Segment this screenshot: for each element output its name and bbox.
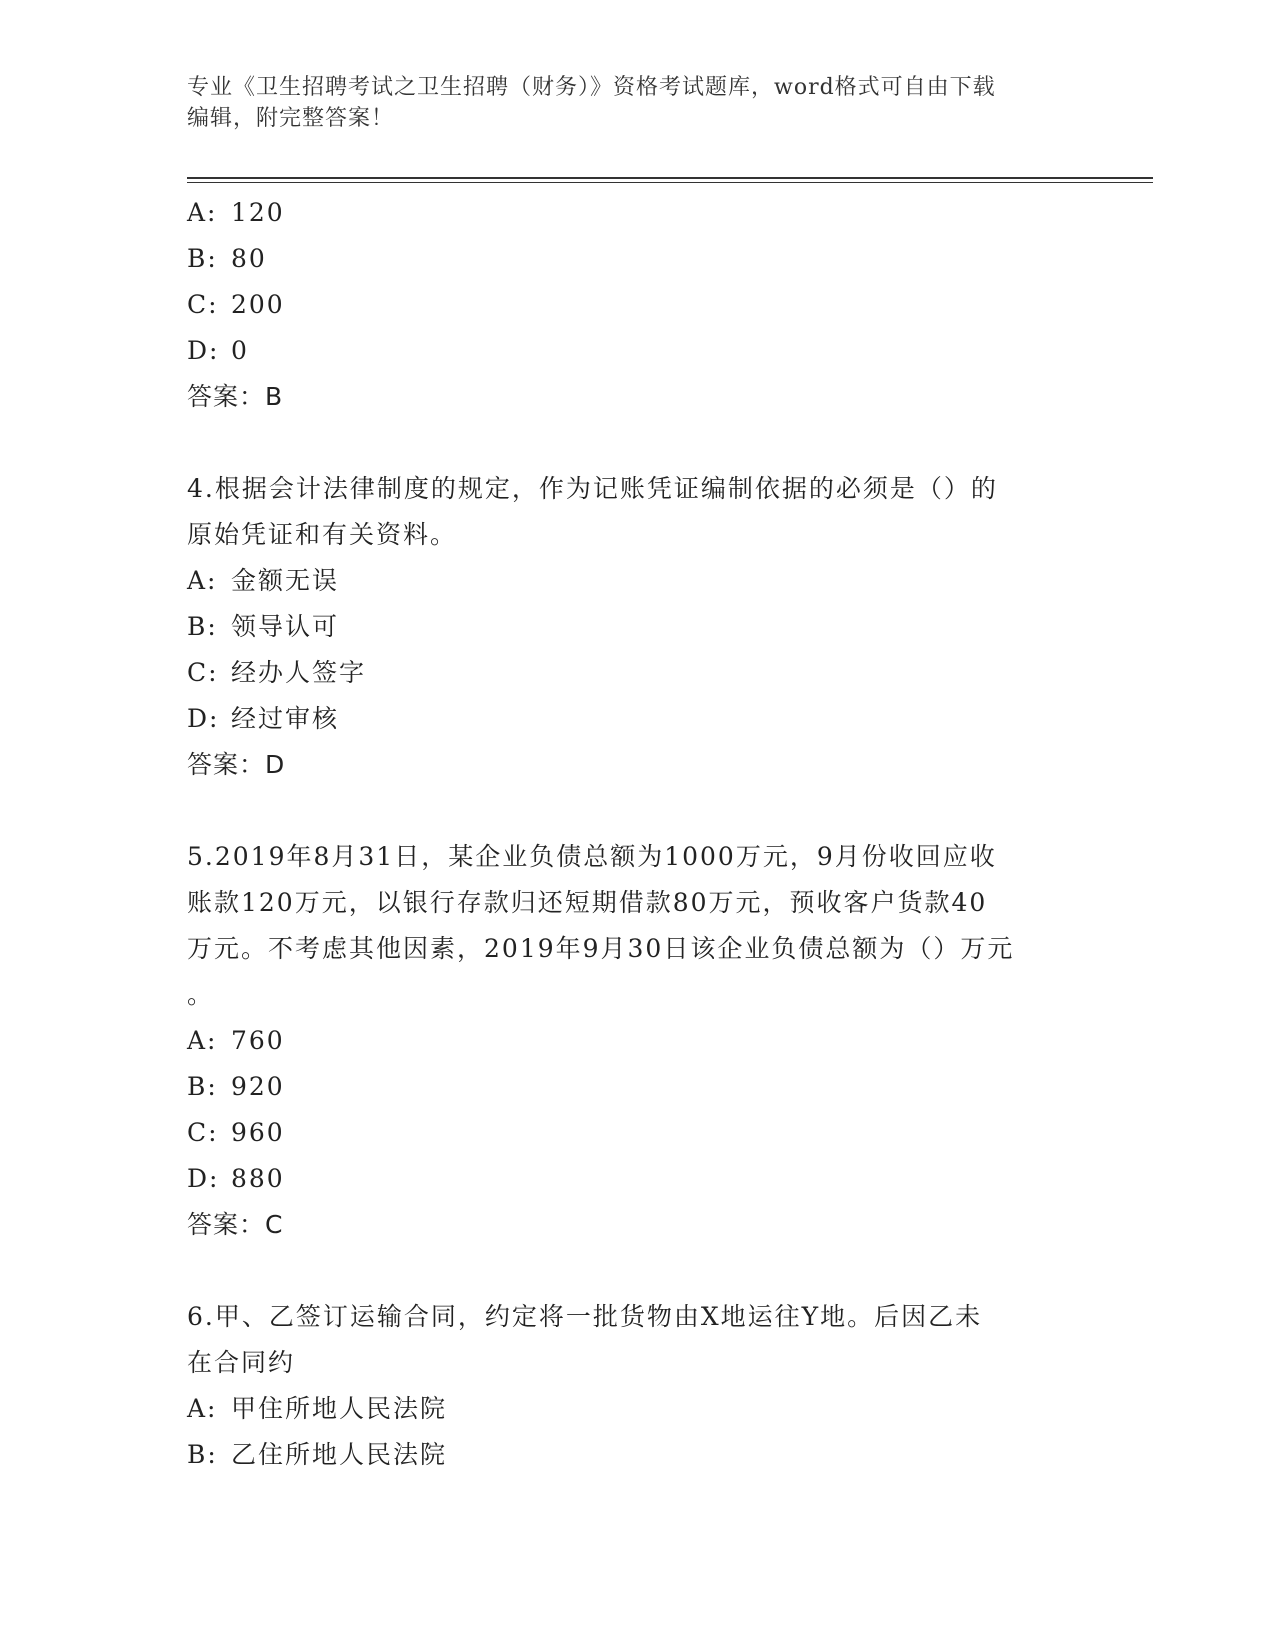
option-a: A: 760 [187,1026,285,1055]
question-text-line: 原始凭证和有关资料。 [187,520,458,549]
header-line-1: 专业《卫生招聘考试之卫生招聘（财务）》资格考试题库，word格式可自由下载 [187,75,996,100]
option-d: D: 880 [187,1164,285,1193]
question-6 [187,1294,1087,1478]
option-a: A: 甲住所地人民法院 [187,1394,448,1423]
question-4 [187,466,1087,788]
question-text-line: 6.甲、乙签订运输合同，约定将一批货物由X地运往Y地。后因乙未 [187,1302,983,1331]
spacer [187,420,1087,466]
question-3 [187,190,1087,420]
option-b: B: 领导认可 [187,612,340,641]
option-b: B: 乙住所地人民法院 [187,1440,448,1469]
spacer [187,788,1087,834]
question-text-line: 账款120万元，以银行存款归还短期借款80万元，预收客户货款40 [187,888,988,917]
option-b: B: 80 [187,244,267,273]
header-rule-thin [187,182,1153,183]
option-c: C: 经办人签字 [187,658,367,687]
option-b: B: 920 [187,1072,285,1101]
option-d: D: 0 [187,336,249,365]
option-c: C: 200 [187,290,285,319]
option-c: C: 960 [187,1118,285,1147]
header-line-2: 编辑，附完整答案！ [187,106,395,131]
answer: 答案：D [187,750,286,779]
question-text-line: 万元。不考虑其他因素，2019年9月30日该企业负债总额为（）万元 [187,934,1015,963]
question-5 [187,834,1087,1248]
question-text-line: 在合同约 [187,1348,296,1377]
option-a: A: 金额无误 [187,566,340,595]
header-rule-thick [187,177,1153,179]
document-header [187,72,1087,134]
option-d: D: 经过审核 [187,704,340,733]
answer: 答案：C [187,1210,284,1239]
question-text-line: 4.根据会计法律制度的规定，作为记账凭证编制依据的必须是（）的 [187,474,998,503]
question-text-line: 。 [187,980,215,1009]
answer: 答案：B [187,382,284,411]
question-list [187,190,1087,1478]
option-a: A: 120 [187,198,285,227]
spacer [187,1248,1087,1294]
question-text-line: 5.2019年8月31日，某企业负债总额为1000万元，9月份收回应收 [187,842,997,871]
